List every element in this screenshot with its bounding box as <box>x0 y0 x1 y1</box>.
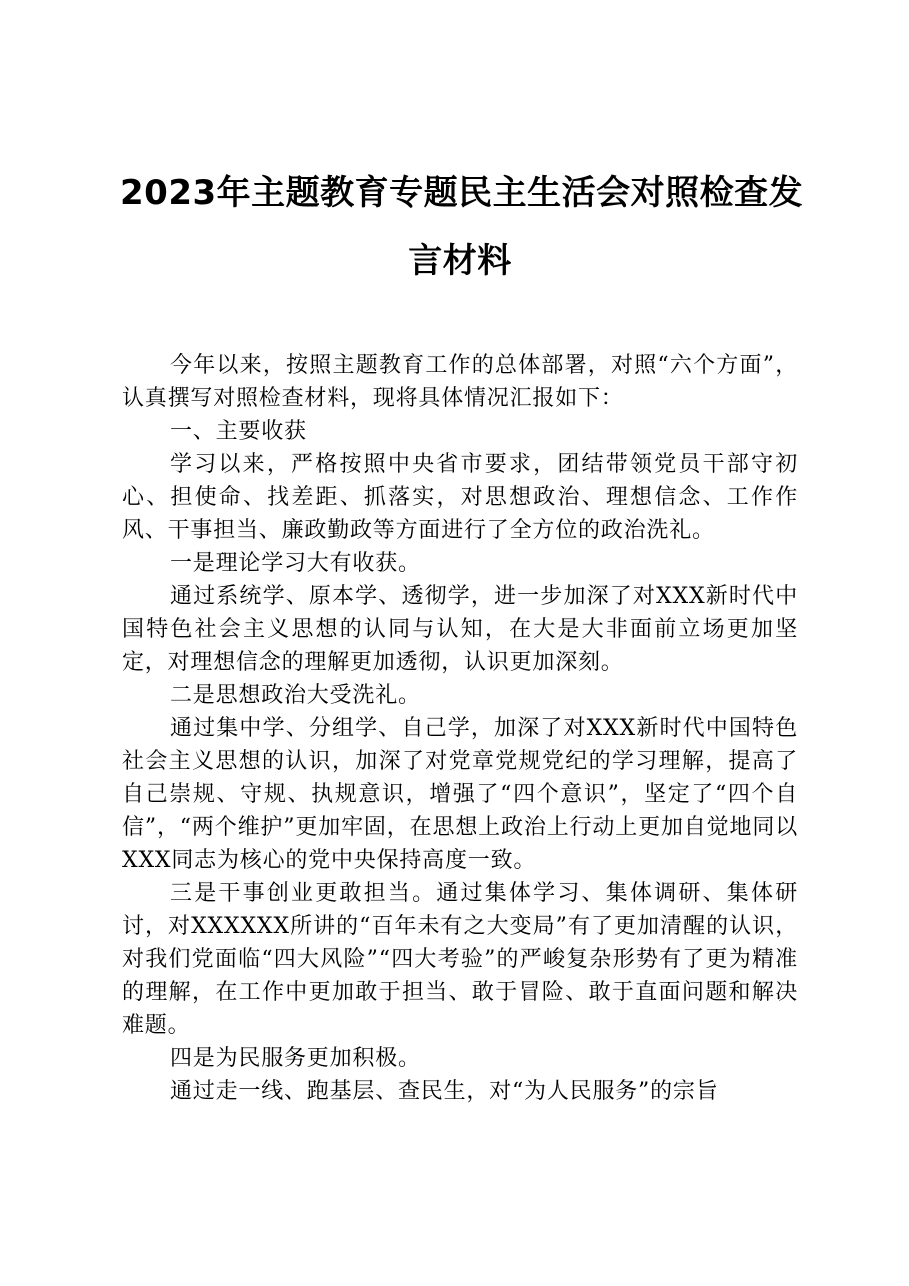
paragraph-serve-people: 通过走一线、跑基层、查民生，对“为人民服务”的宗旨 <box>170 1079 719 1104</box>
paragraph-intro: 今年以来，按照主题教育工作的总体部署，对照“六个方面”，认真撰写对照检查材料，现将具体情况汇报如下： <box>122 353 798 411</box>
document-body <box>122 349 798 1108</box>
subheading-serve-people: 四是为民服务更加积极。 <box>170 1046 421 1071</box>
subheading-theory-study: 一是理论学习大有收获。 <box>170 551 421 576</box>
section-heading-main-gains: 一、主要收获 <box>170 419 307 444</box>
subheading-political-thought: 二是思想政治大受洗礼。 <box>170 683 421 708</box>
document-title-line-2: 言材料 <box>408 241 512 281</box>
paragraph-overview: 学习以来，严格按照中央省市要求，团结带领党员干部守初心、担使命、找差距、抓落实，对思想政治、理想信念、工作作风、干事担当、廉政勤政等方面进行了全方位的政治洗礼。 <box>122 452 798 543</box>
paragraph-responsibility: 三是干事创业更敢担当。通过集体学习、集体调研、集体研讨，对XXXXXX所讲的“百年未有之大变局”有了更加清醒的认识，对我们党面临“四大风险”“四大考验”的严峻复杂形势有了更为精准的理解，在工作中更加敢于担当、敢于冒险、敢于直面问题和解决难题。 <box>122 881 798 1038</box>
paragraph-political-thought: 通过集中学、分组学、自己学，加深了对XXX新时代中国特色社会主义思想的认识，加深了对党章党规党纪的学习理解，提高了自己崇规、守规、执规意识，增强了“四个意识”，坚定了“四个自信”，“两个维护”更加牢固，在思想上政治上行动上更加自觉地同以XXX同志为核心的党中央保持高度一致。 <box>122 716 798 873</box>
paragraph-theory-study: 通过系统学、原本学、透彻学，进一步加深了对XXX新时代中国特色社会主义思想的认同与认知，在大是大非面前立场更加坚定，对理想信念的理解更加透彻，认识更加深刻。 <box>122 584 798 675</box>
document-title-line-1: 2023年主题教育专题民主生活会对照检查发 <box>120 173 804 213</box>
